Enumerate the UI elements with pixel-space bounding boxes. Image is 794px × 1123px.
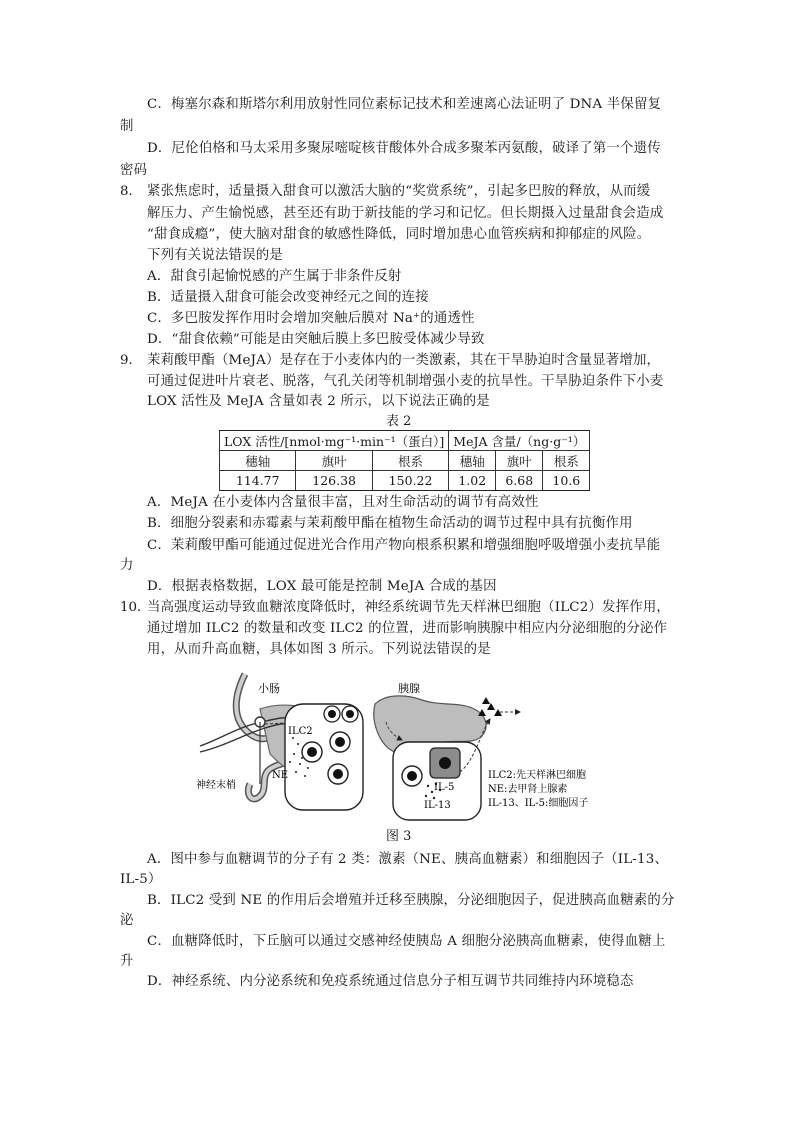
label-il13: IL-13 [424, 800, 451, 811]
label-intestine: 小肠 [258, 682, 280, 695]
q8-stem-line4: 下列有关说法错误的是 [147, 248, 283, 263]
table-subheader: 旗叶 [496, 451, 543, 471]
q8-stem-line3: “甜食成瘾”，使大脑对甜食的敏感性降低，同时增加患心血管疾病和抑郁症的风险。 [147, 227, 651, 242]
table-cell: 114.77 [220, 471, 296, 491]
label-ne: NE [272, 770, 289, 781]
q8-option-a: A．甜食引起愉悦感的产生属于非条件反射 [147, 269, 402, 284]
label-nerve-ending: 神经末梢 [196, 780, 236, 791]
q8-option-c: C．多巴胺发挥作用时会增加突触后膜对 Na⁺的通透性 [147, 311, 475, 326]
q8-option-d: D．“甜食依赖”可能是由突触后膜上多巴胺受体减少导致 [147, 332, 485, 347]
label-il5: IL-5 [434, 782, 455, 793]
table-cell: 10.6 [543, 471, 590, 491]
figure-3-diagram [190, 664, 640, 824]
q7-option-c-line1: C．梅塞尔森和斯塔尔利用放射性同位素标记技术和差速离心法证明了 DNA 半保留复 [147, 97, 662, 112]
figure-caption: 图 3 [386, 829, 412, 844]
table-subheader: 根系 [372, 451, 448, 471]
q9-option-c-line1: C．茉莉酸甲酯可能通过促进光合作用产物向根系积累和增强细胞呼吸增强小麦抗旱能 [147, 538, 661, 553]
q9-option-d: D．根据表格数据，LOX 最可能是控制 MeJA 合成的基因 [147, 579, 497, 594]
table-caption: 表 2 [386, 414, 412, 429]
q10-option-b-line2: 泌 [120, 913, 134, 928]
table-cell: 126.38 [296, 471, 372, 491]
q9-option-a: A．MeJA 在小麦体内含量很丰富，且对生命活动的调节有高效性 [147, 495, 539, 510]
label-pancreas: 胰腺 [398, 682, 420, 695]
q9-option-b: B．细胞分裂素和赤霉素与茉莉酸甲酯在植物生命活动的调节过程中具有抗衡作用 [147, 516, 633, 531]
q10-option-d: D．神经系统、内分泌系统和免疫系统通过信息分子相互调节共同维持内环境稳态 [147, 974, 634, 989]
q10-option-c-line2: 升 [120, 954, 134, 969]
glucagon-triangles [478, 697, 502, 716]
q10-stem-line1: 当高强度运动导致血糖浓度降低时，神经系统调节先天样淋巴细胞（ILC2）发挥作用， [147, 600, 671, 615]
q7-option-c-line2: 制 [120, 119, 134, 134]
q10-stem-line3: 用，从而升高血糖，具体如图 3 所示。下列说法错误的是 [147, 642, 491, 657]
table-cell: 6.68 [496, 471, 543, 491]
q9-stem-line2: 可通过促进叶片衰老、脱落，气孔关闭等机制增强小麦的抗旱性。干旱胁迫条件下小麦 [147, 374, 664, 389]
q10-option-a-line1: A．图中参与血糖调节的分子有 2 类：激素（NE、胰高血糖素）和细胞因子（IL-13、 [147, 852, 669, 867]
q9-option-c-line2: 力 [120, 558, 134, 573]
q8-stem-line1: 紧张焦虑时，适量摄入甜食可以激活大脑的“奖赏系统”，引起多巴胺的释放，从而缓 [147, 184, 651, 199]
table-group-header-meja: MeJA 含量/（ng·g⁻¹） [449, 431, 590, 451]
q10-number: 10． [120, 600, 151, 615]
label-ilc2: ILC2 [288, 726, 313, 737]
q10-stem-line2: 通过增加 ILC2 的数量和改变 ILC2 的位置，进而影响胰腺中相应内分泌细胞的分泌作 [147, 621, 668, 636]
q10-option-c-line1: C．血糖降低时，下丘脑可以通过交感神经使胰岛 A 细胞分泌胰高血糖素，使得血糖上 [147, 934, 666, 949]
q8-number: 8． [120, 184, 142, 199]
q9-stem-line1: 茉莉酸甲酯（MeJA）是存在于小麦体内的一类激素，其在干旱胁迫时含量显著增加， [147, 353, 661, 368]
q7-option-d-line1: D．尼伦伯格和马太采用多聚尿嘧啶核苷酸体外合成多聚苯丙氨酸，破译了第一个遗传 [147, 141, 661, 156]
q9-number: 9． [120, 353, 142, 368]
q8-stem-line2: 解压力、产生愉悦感，甚至还有助于新技能的学习和记忆。但长期摄入过量甜食会造成 [147, 206, 664, 221]
table-cell: 150.22 [372, 471, 448, 491]
q10-option-a-line2: IL-5） [120, 872, 162, 887]
q9-stem-line3: LOX 活性及 MeJA 含量如表 2 所示，以下说法正确的是 [147, 394, 490, 409]
q10-option-b-line1: B．ILC2 受到 NE 的作用后会增殖并迁移至胰腺，分泌细胞因子，促进胰高血糖素的分 [147, 893, 675, 908]
table-subheader: 旗叶 [296, 451, 372, 471]
q8-option-b: B．适量摄入甜食可能会改变神经元之间的连接 [147, 290, 429, 305]
legend-line1: ILC2:先天样淋巴细胞 [488, 770, 586, 781]
table-subheader: 根系 [543, 451, 590, 471]
legend-line3: IL-13、IL-5:细胞因子 [488, 798, 589, 809]
legend-line2: NE:去甲肾上腺素 [488, 784, 568, 795]
table-subheader: 穗轴 [220, 451, 296, 471]
table-group-header-lox: LOX 活性/[nmol·mg⁻¹·min⁻¹（蛋白）] [220, 431, 449, 451]
table-subheader: 穗轴 [449, 451, 496, 471]
table-cell: 1.02 [449, 471, 496, 491]
data-table [219, 430, 590, 491]
q7-option-d-line2: 密码 [120, 163, 148, 178]
